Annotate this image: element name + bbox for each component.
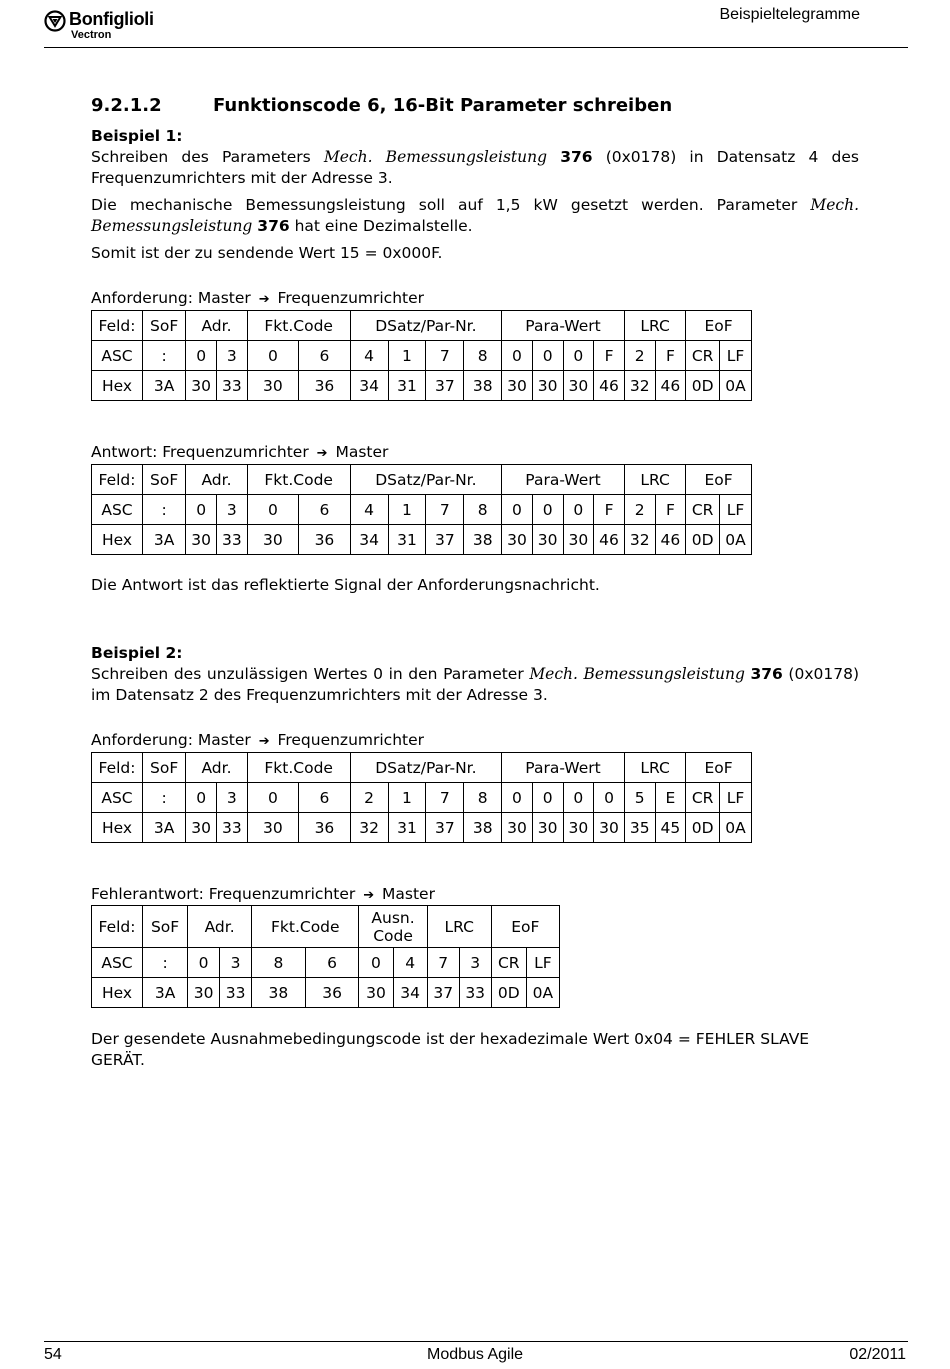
table-cell: :: [143, 948, 188, 978]
brand-logo: [44, 10, 154, 41]
table-cell: 36: [305, 978, 359, 1008]
table-cell: 0A: [720, 525, 752, 555]
table-cell: 31: [388, 371, 426, 401]
table-cell: 0: [594, 783, 625, 813]
table-cell: 31: [388, 525, 426, 555]
table-header-cell: Feld:: [92, 906, 143, 948]
table-cell: 35: [624, 813, 655, 843]
table-header-cell: Feld:: [92, 311, 143, 341]
text-run: Die mechanische Bemessungsleistung soll auf 1,5 kW gesetzt werden. Parameter: [91, 196, 811, 214]
table-row: [92, 813, 752, 843]
table-cell: 30: [502, 525, 533, 555]
table-cell: 0: [247, 783, 299, 813]
table-cell: 8: [464, 495, 502, 525]
telegram-table-request-1: [91, 310, 752, 401]
table-cell: 30: [247, 371, 299, 401]
parameter-number: 376: [560, 148, 593, 166]
table-3-caption: [91, 730, 859, 752]
table-header-cell: EoF: [686, 465, 752, 495]
table-cell: 38: [464, 525, 502, 555]
table-cell: 32: [350, 813, 388, 843]
table-cell: 0D: [686, 525, 720, 555]
table-cell: :: [143, 341, 186, 371]
table-header-cell: DSatz/Par-Nr.: [350, 311, 501, 341]
section-number: 9.2.1.2: [91, 95, 162, 116]
table-header-cell: Fkt.Code: [247, 753, 350, 783]
footer-document-title: Modbus Agile: [427, 1346, 524, 1363]
table-cell: 30: [186, 371, 217, 401]
table-row: [92, 371, 752, 401]
table-header-cell: EoF: [491, 906, 559, 948]
table-cell: 3: [216, 341, 247, 371]
caption-text: Anforderung: Master: [91, 289, 256, 307]
table-cell: 0: [247, 495, 299, 525]
example-1: [91, 126, 859, 264]
table-cell: 36: [299, 371, 351, 401]
parameter-number: 376: [257, 217, 290, 235]
table-header-row: [92, 906, 560, 948]
footer-rule: [44, 1341, 908, 1342]
table-cell: 3: [216, 783, 247, 813]
table-cell: 2: [624, 495, 655, 525]
table-cell: 33: [220, 978, 252, 1008]
table-cell: 37: [426, 813, 464, 843]
caption-text: Frequenzumrichter: [272, 289, 424, 307]
table-cell: LF: [720, 341, 752, 371]
table-cell: 6: [305, 948, 359, 978]
table-cell: Hex: [92, 371, 143, 401]
table-cell: 0D: [686, 371, 720, 401]
text-run: Schreiben des unzulässigen Wertes 0 in den Parameter: [91, 665, 530, 683]
table-cell: 2: [350, 783, 388, 813]
caption-text: Master: [330, 443, 389, 461]
table-cell: 37: [426, 525, 464, 555]
table-cell: 4: [350, 341, 388, 371]
table-cell: LF: [720, 495, 752, 525]
table-cell: 30: [502, 813, 533, 843]
table-header-cell: Feld:: [92, 465, 143, 495]
bonfiglioli-logo-icon: [44, 10, 66, 32]
table-cell: 0: [247, 341, 299, 371]
table-cell: 33: [459, 978, 491, 1008]
table-cell: Hex: [92, 813, 143, 843]
text-run: (0x0178) in Datensatz 4 des Frequenzumrichters mit der Adresse 3.: [91, 148, 859, 187]
table-cell: 30: [502, 371, 533, 401]
table-cell: 30: [186, 525, 217, 555]
table-cell: ASC: [92, 948, 143, 978]
table-cell: 30: [532, 371, 563, 401]
table-header-cell: LRC: [624, 753, 685, 783]
table-cell: 38: [464, 371, 502, 401]
header-section-label: Beispieltelegramme: [719, 6, 860, 23]
caption-text: Antwort: Frequenzumrichter: [91, 443, 314, 461]
section-title: [91, 94, 859, 118]
table-cell: 3: [216, 495, 247, 525]
table-cell: 30: [247, 525, 299, 555]
table-cell: 7: [426, 341, 464, 371]
table-cell: 8: [464, 341, 502, 371]
table-row: [92, 783, 752, 813]
header-rule: [44, 47, 908, 48]
table-cell: F: [594, 495, 625, 525]
table-row: [92, 948, 560, 978]
table-cell: 0D: [491, 978, 526, 1008]
table-cell: 4: [393, 948, 427, 978]
table-cell: 0: [186, 495, 217, 525]
table-cell: 32: [624, 371, 655, 401]
table-cell: 46: [594, 525, 625, 555]
section-title-text: Funktionscode 6, 16-Bit Parameter schreiben: [213, 95, 673, 116]
table-header-cell: DSatz/Par-Nr.: [350, 465, 501, 495]
table-cell: 34: [350, 525, 388, 555]
table-header-cell: Adr.: [186, 753, 247, 783]
table-1-caption: [91, 288, 859, 310]
table-cell: Hex: [92, 525, 143, 555]
table-cell: 33: [216, 813, 247, 843]
reflect-note: Die Antwort ist das reflektierte Signal der Anforderungsnachricht.: [91, 576, 600, 594]
table-header-cell: Feld:: [92, 753, 143, 783]
table-cell: :: [143, 495, 186, 525]
caption-text: Frequenzumrichter: [272, 731, 424, 749]
table-cell: 3A: [143, 813, 186, 843]
table-cell: 34: [393, 978, 427, 1008]
arrow-right-icon: ➔: [363, 888, 375, 903]
table-cell: 0: [186, 341, 217, 371]
exception-note: Der gesendete Ausnahmebedingungscode ist der hexadezimale Wert 0x04 = FEHLER SLAVE GERÄT.: [91, 1030, 810, 1069]
table-cell: 0: [532, 341, 563, 371]
footer-date: 02/2011: [849, 1346, 906, 1363]
table-cell: 8: [464, 783, 502, 813]
table-cell: 37: [427, 978, 459, 1008]
table-row: [92, 495, 752, 525]
table-header-cell: LRC: [427, 906, 491, 948]
table-cell: 30: [532, 813, 563, 843]
table-cell: 0A: [720, 813, 752, 843]
caption-text: Fehlerantwort: Frequenzumrichter: [91, 885, 361, 903]
table-cell: 0: [188, 948, 220, 978]
caption-text: Anforderung: Master: [91, 731, 256, 749]
text-run: hat eine Dezimalstelle.: [289, 217, 473, 235]
table-header-cell: LRC: [624, 311, 685, 341]
table-cell: 0: [563, 495, 594, 525]
table-header-row: [92, 753, 752, 783]
table-cell: 46: [655, 525, 686, 555]
table-cell: 7: [426, 495, 464, 525]
text-run: Schreiben des Parameters: [91, 148, 324, 166]
table-header-cell: DSatz/Par-Nr.: [350, 753, 501, 783]
table-cell: 0: [563, 341, 594, 371]
table-cell: 3A: [143, 371, 186, 401]
table-cell: 33: [216, 371, 247, 401]
table-cell: Hex: [92, 978, 143, 1008]
arrow-right-icon: ➔: [316, 446, 328, 461]
table-cell: 30: [532, 525, 563, 555]
table-cell: 0A: [526, 978, 559, 1008]
table-cell: 3: [459, 948, 491, 978]
table-header-cell: Fkt.Code: [252, 906, 359, 948]
brand-name: Bonfiglioli: [69, 9, 154, 29]
table-cell: 30: [563, 813, 594, 843]
table-cell: 1: [388, 341, 426, 371]
table-header-cell: Fkt.Code: [247, 465, 350, 495]
table-header-cell: LRC: [624, 465, 685, 495]
telegram-table-request-2: [91, 752, 752, 843]
example-2-paragraph-1: [91, 664, 859, 706]
table-header-cell: Para-Wert: [502, 311, 625, 341]
table-cell: 2: [624, 341, 655, 371]
table-header-cell: Ausn. Code: [359, 906, 427, 948]
text-run: (0x0178) im Datensatz 2 des Frequenzumrichters mit der Adresse 3.: [91, 665, 859, 704]
table-cell: CR: [686, 341, 720, 371]
table-cell: 0: [532, 495, 563, 525]
telegram-table-error-response: [91, 905, 560, 1008]
table-cell: 31: [388, 813, 426, 843]
telegram-table-response-1: [91, 464, 752, 555]
table-cell: E: [655, 783, 686, 813]
table-cell: 0: [502, 341, 533, 371]
table-cell: 0A: [720, 371, 752, 401]
table-header-cell: EoF: [686, 753, 752, 783]
table-cell: F: [655, 495, 686, 525]
table-cell: CR: [686, 783, 720, 813]
table-cell: 0D: [686, 813, 720, 843]
brand-sub: Vectron: [71, 29, 112, 41]
table-cell: 38: [464, 813, 502, 843]
arrow-right-icon: ➔: [258, 734, 270, 749]
table-header-cell: Para-Wert: [502, 465, 625, 495]
table-cell: CR: [686, 495, 720, 525]
example-1-paragraph-2: [91, 195, 859, 237]
table-cell: 30: [594, 813, 625, 843]
arrow-right-icon: ➔: [258, 292, 270, 307]
table-cell: 30: [563, 525, 594, 555]
table-cell: 0: [186, 783, 217, 813]
table-cell: 7: [426, 783, 464, 813]
table-cell: 3A: [143, 978, 188, 1008]
table-cell: F: [655, 341, 686, 371]
table-row: [92, 978, 560, 1008]
table-cell: 1: [388, 783, 426, 813]
example-1-heading: Beispiel 1:: [91, 127, 183, 145]
table-header-cell: SoF: [143, 753, 186, 783]
table-cell: ASC: [92, 783, 143, 813]
table-header-cell: Adr.: [188, 906, 252, 948]
table-cell: 6: [299, 341, 351, 371]
table-cell: LF: [720, 783, 752, 813]
table-cell: 30: [247, 813, 299, 843]
example-1-paragraph-3: Somit ist der zu sendende Wert 15 = 0x000F.: [91, 244, 443, 262]
table-header-cell: SoF: [143, 311, 186, 341]
table-cell: 1: [388, 495, 426, 525]
table-cell: 7: [427, 948, 459, 978]
table-cell: 8: [252, 948, 306, 978]
table-cell: 30: [563, 371, 594, 401]
caption-text: Master: [377, 885, 435, 903]
table-cell: 36: [299, 813, 351, 843]
table-cell: 5: [624, 783, 655, 813]
example-2: [91, 643, 859, 706]
table-row: [92, 525, 752, 555]
table-cell: 3: [220, 948, 252, 978]
table-row: [92, 341, 752, 371]
table-header-row: [92, 311, 752, 341]
table-cell: 37: [426, 371, 464, 401]
table-cell: 0: [502, 495, 533, 525]
table-header-cell: EoF: [686, 311, 752, 341]
table-cell: 0: [532, 783, 563, 813]
table-header-cell: Adr.: [186, 311, 247, 341]
table-header-cell: Fkt.Code: [247, 311, 350, 341]
table-cell: 0: [502, 783, 533, 813]
table-cell: 45: [655, 813, 686, 843]
footer-page-number: 54: [44, 1346, 62, 1363]
table-header-cell: Para-Wert: [502, 753, 625, 783]
table-cell: 6: [299, 495, 351, 525]
parameter-name: Mech. Bemessungsleistung: [91, 196, 859, 235]
table-cell: 32: [624, 525, 655, 555]
table-cell: 30: [186, 813, 217, 843]
table-cell: 4: [350, 495, 388, 525]
table-cell: ASC: [92, 341, 143, 371]
table-cell: F: [594, 341, 625, 371]
example-2-heading: Beispiel 2:: [91, 644, 183, 662]
table-header-cell: SoF: [143, 465, 186, 495]
table-cell: 0: [359, 948, 393, 978]
table-header-cell: Adr.: [186, 465, 247, 495]
table-cell: 30: [359, 978, 393, 1008]
table-cell: ASC: [92, 495, 143, 525]
table-cell: 46: [655, 371, 686, 401]
example-1-paragraph-1: [91, 147, 859, 189]
table-header-cell: SoF: [143, 906, 188, 948]
table-cell: 46: [594, 371, 625, 401]
table-cell: 0: [563, 783, 594, 813]
parameter-name: Mech. Bemessungsleistung: [323, 148, 548, 166]
parameter-name: Mech. Bemessungsleistung: [529, 665, 745, 683]
table-cell: CR: [491, 948, 526, 978]
parameter-number: 376: [750, 665, 783, 683]
table-cell: 30: [188, 978, 220, 1008]
table-cell: 3A: [143, 525, 186, 555]
table-cell: 33: [216, 525, 247, 555]
table-2-caption: [91, 442, 859, 464]
table-cell: 38: [252, 978, 306, 1008]
table-cell: :: [143, 783, 186, 813]
table-cell: 34: [350, 371, 388, 401]
table-cell: 36: [299, 525, 351, 555]
table-cell: 6: [299, 783, 351, 813]
table-cell: LF: [526, 948, 559, 978]
table-header-row: [92, 465, 752, 495]
table-4-caption: [91, 884, 859, 906]
